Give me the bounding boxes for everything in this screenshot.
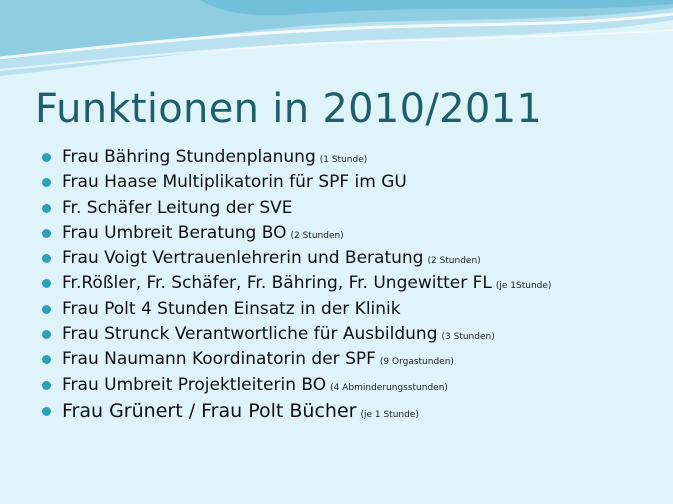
bullet-icon <box>42 381 51 390</box>
list-item <box>42 197 551 222</box>
list-item <box>42 171 551 196</box>
item-text: Frau Bähring Stundenplanung <box>62 147 316 167</box>
item-note: (3 Stunden) <box>441 332 495 343</box>
item-text: Frau Haase Multiplikatorin für SPF im GU <box>62 172 407 193</box>
bullet-icon <box>42 279 51 288</box>
item-note: (2 Stunden) <box>427 256 481 267</box>
list-item <box>42 222 551 247</box>
item-text: Frau Umbreit Beratung BO <box>62 222 287 243</box>
item-note: (2 Stunden) <box>290 230 344 241</box>
bullet-icon <box>42 330 51 339</box>
list-item <box>42 399 551 425</box>
bullet-icon <box>42 229 51 238</box>
item-text: Fr. Schäfer Leitung der SVE <box>62 197 293 218</box>
item-note: (je 1 Stunde) <box>360 409 419 420</box>
item-text: Frau Umbreit Projektleiterin BO <box>62 374 327 395</box>
bullet-icon <box>42 254 51 263</box>
bullet-icon <box>42 153 51 162</box>
list-item <box>42 298 551 323</box>
bullet-list <box>42 146 551 425</box>
item-text: Frau Polt 4 Stunden Einsatz in der Klinik <box>62 298 401 319</box>
item-note: (je 1Stunde) <box>495 281 552 292</box>
bullet-icon <box>42 178 51 187</box>
list-item <box>42 247 551 272</box>
list-item <box>42 146 551 171</box>
item-text: Frau Strunck Verantwortliche für Ausbildung <box>62 324 438 345</box>
bullet-icon <box>42 355 51 364</box>
list-item <box>42 323 551 348</box>
item-note: (9 Orgastunden) <box>379 357 454 368</box>
page-title: Funktionen in 2010/2011 <box>35 86 543 132</box>
item-text: Frau Voigt Vertrauenlehrerin und Beratung <box>62 248 424 269</box>
list-item <box>42 272 551 297</box>
list-item <box>42 348 551 373</box>
item-text: Frau Grünert / Frau Polt Bücher <box>62 399 357 422</box>
bullet-icon <box>42 204 51 213</box>
bullet-icon <box>42 407 51 416</box>
bullet-icon <box>42 305 51 314</box>
item-text: Fr.Rößler, Fr. Schäfer, Fr. Bähring, Fr. Ungewitter FL <box>62 273 492 294</box>
item-note: (1 Stunde) <box>319 155 368 165</box>
list-item <box>42 374 551 399</box>
item-text: Frau Naumann Koordinatorin der SPF <box>62 349 376 370</box>
item-note: (4 Abminderungsstunden) <box>330 382 448 393</box>
